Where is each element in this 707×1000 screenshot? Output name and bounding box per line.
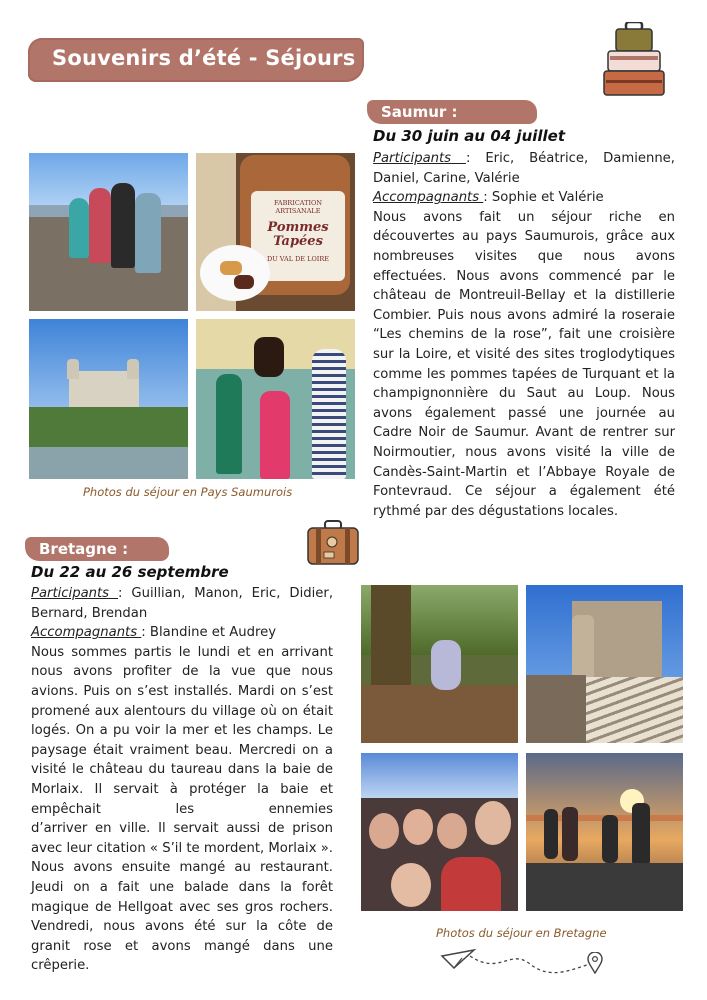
caption-saumur: Photos du séjour en Pays Saumurois — [83, 485, 293, 499]
bretagne-description-1: Nous sommes partis le lundi et en arrivant nous avons profiter de la vue que nous avions. Puis on s’est installés. Mardi on s’est promené aux alentours du village où on était logés. On a pu voir la mer et les champs. Le paysage était vraiment beau. Mercredi on a visité le château du taureau dans la baie de Morlaix. Il servait à protéger la baie et empêchait les ennemies — [31, 644, 333, 817]
jar-label: FABRICATION ARTISANALE Pommes Tapées DU VAL DE LOIRE — [251, 191, 345, 281]
saumur-accompagnants: Accompagnants : Sophie et Valérie — [373, 190, 604, 206]
saumur-dates: Du 30 juin au 04 juillet — [373, 127, 566, 145]
bretagne-accompagnants: Accompagnants : Blandine et Audrey — [31, 625, 277, 641]
suitcase-icon — [306, 520, 360, 566]
saumur-participants: Participants : Eric, Béatrice, Damienne, Daniel, Carine, Valérie — [373, 151, 675, 186]
photo-saumur-jar — [196, 153, 355, 311]
photo-saumur-chateau — [29, 319, 188, 479]
page-title: Souvenirs d’été - Séjours — [52, 46, 356, 70]
saumur-text-block — [373, 149, 675, 521]
caption-bretagne: Photos du séjour en Bretagne — [436, 926, 607, 940]
paper-plane-icon — [440, 946, 605, 982]
section-label-saumur: Saumur : — [367, 100, 537, 124]
saumur-description: Nous avons fait un séjour riche en découvertes au pays Saumurois, grâce aux nombreuses visites que nous avons effectuées. Nous avons commencé par le château de Montreuil-Bellay et la distillerie Combier. Puis nous avons admiré la roseraie “Les chemins de la rose”, fait une croisière sur la Loire, et visité des sites troglodytiques comme les pommes tapées de Turquant et la champignonnière du Saut au Loup. Nous avons également passé une journée au Cadre Noir de Saumur. Avant de rentrer sur Noirmoutier, nous avons visité la ville de Candès-Saint-Martin et l’Abbaye Royale de Fontevraud. Ce séjour a également été rythmé par des dégustations locales. — [373, 209, 675, 519]
bretagne-participants: Participants : Guillian, Manon, Eric, Didier, Bernard, Brendan — [31, 586, 334, 621]
bretagne-description-2: d’arriver en ville. Il servait aussi de prison avec leur citation « S’il te mordent, Morlaix ». Nous avons ensuite mangé au restaurant. Jeudi on a fait une balade dans la forêt magique de Hellgoat avec ses gros rochers. Vendredi, nous avons été sur la côte de granit rose et avons mangé dans une crêperie. — [31, 821, 333, 974]
photo-bretagne-castle — [526, 585, 683, 743]
bretagne-dates: Du 22 au 26 septembre — [31, 563, 229, 581]
photo-saumur-horse — [196, 319, 355, 479]
photo-saumur-group — [29, 153, 188, 311]
luggage-stack-icon — [598, 22, 678, 102]
location-pin-icon — [587, 952, 603, 974]
section-label-bretagne: Bretagne : — [25, 537, 169, 561]
photo-bretagne-sunset — [526, 753, 683, 911]
photo-bretagne-forest — [361, 585, 518, 743]
bretagne-text-block — [31, 584, 333, 976]
photo-bretagne-selfie — [361, 753, 518, 911]
